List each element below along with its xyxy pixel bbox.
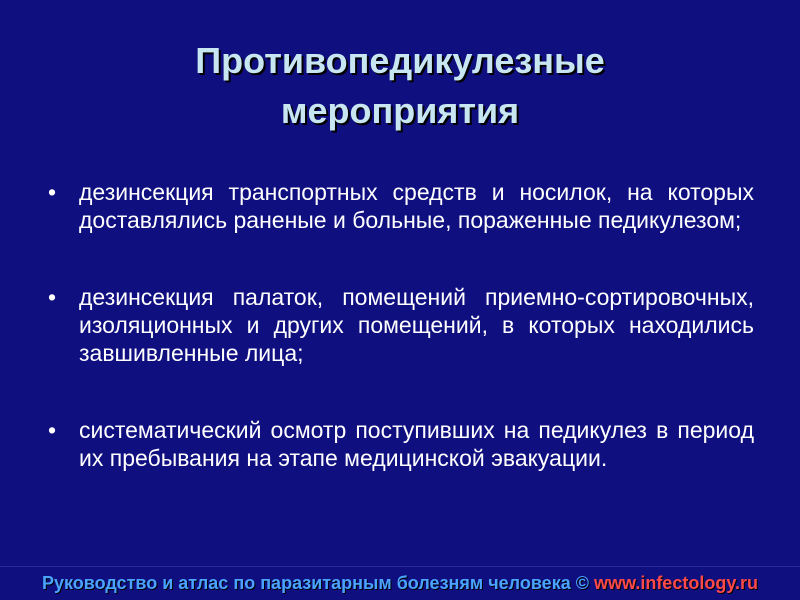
bullet-item-2: [48, 283, 754, 367]
bullet-item-3: [48, 416, 754, 472]
footer-text: Руководство и атлас по паразитарным болезням человека ©: [42, 573, 594, 593]
bullet-list: [48, 178, 754, 472]
bullet-dot-icon: •: [48, 179, 57, 205]
slide-title: [0, 36, 800, 136]
footer: [0, 571, 800, 595]
bullet-dot-icon: •: [48, 417, 57, 443]
bullet-text-3: систематический осмотр поступивших на педикулез в период их пребывания на этапе медицинской эвакуации.: [79, 417, 754, 471]
bullet-text-1: дезинсекция транспортных средств и носилок, на которых доставлялись раненые и больные, пораженные педикулезом;: [79, 179, 754, 233]
slide-title-line-2: мероприятия: [280, 90, 520, 131]
footer-link[interactable]: www.infectology.ru: [593, 573, 758, 593]
bullet-text-2: дезинсекция палаток, помещений приемно-сортировочных, изоляционных и других помещений, в которых находились завшивленные лица;: [79, 284, 754, 366]
slide-title-line-1: Противопедикулезные: [195, 40, 605, 81]
bullet-item-1: [48, 178, 754, 234]
bullet-dot-icon: •: [48, 284, 57, 310]
footer-divider: [0, 566, 800, 567]
